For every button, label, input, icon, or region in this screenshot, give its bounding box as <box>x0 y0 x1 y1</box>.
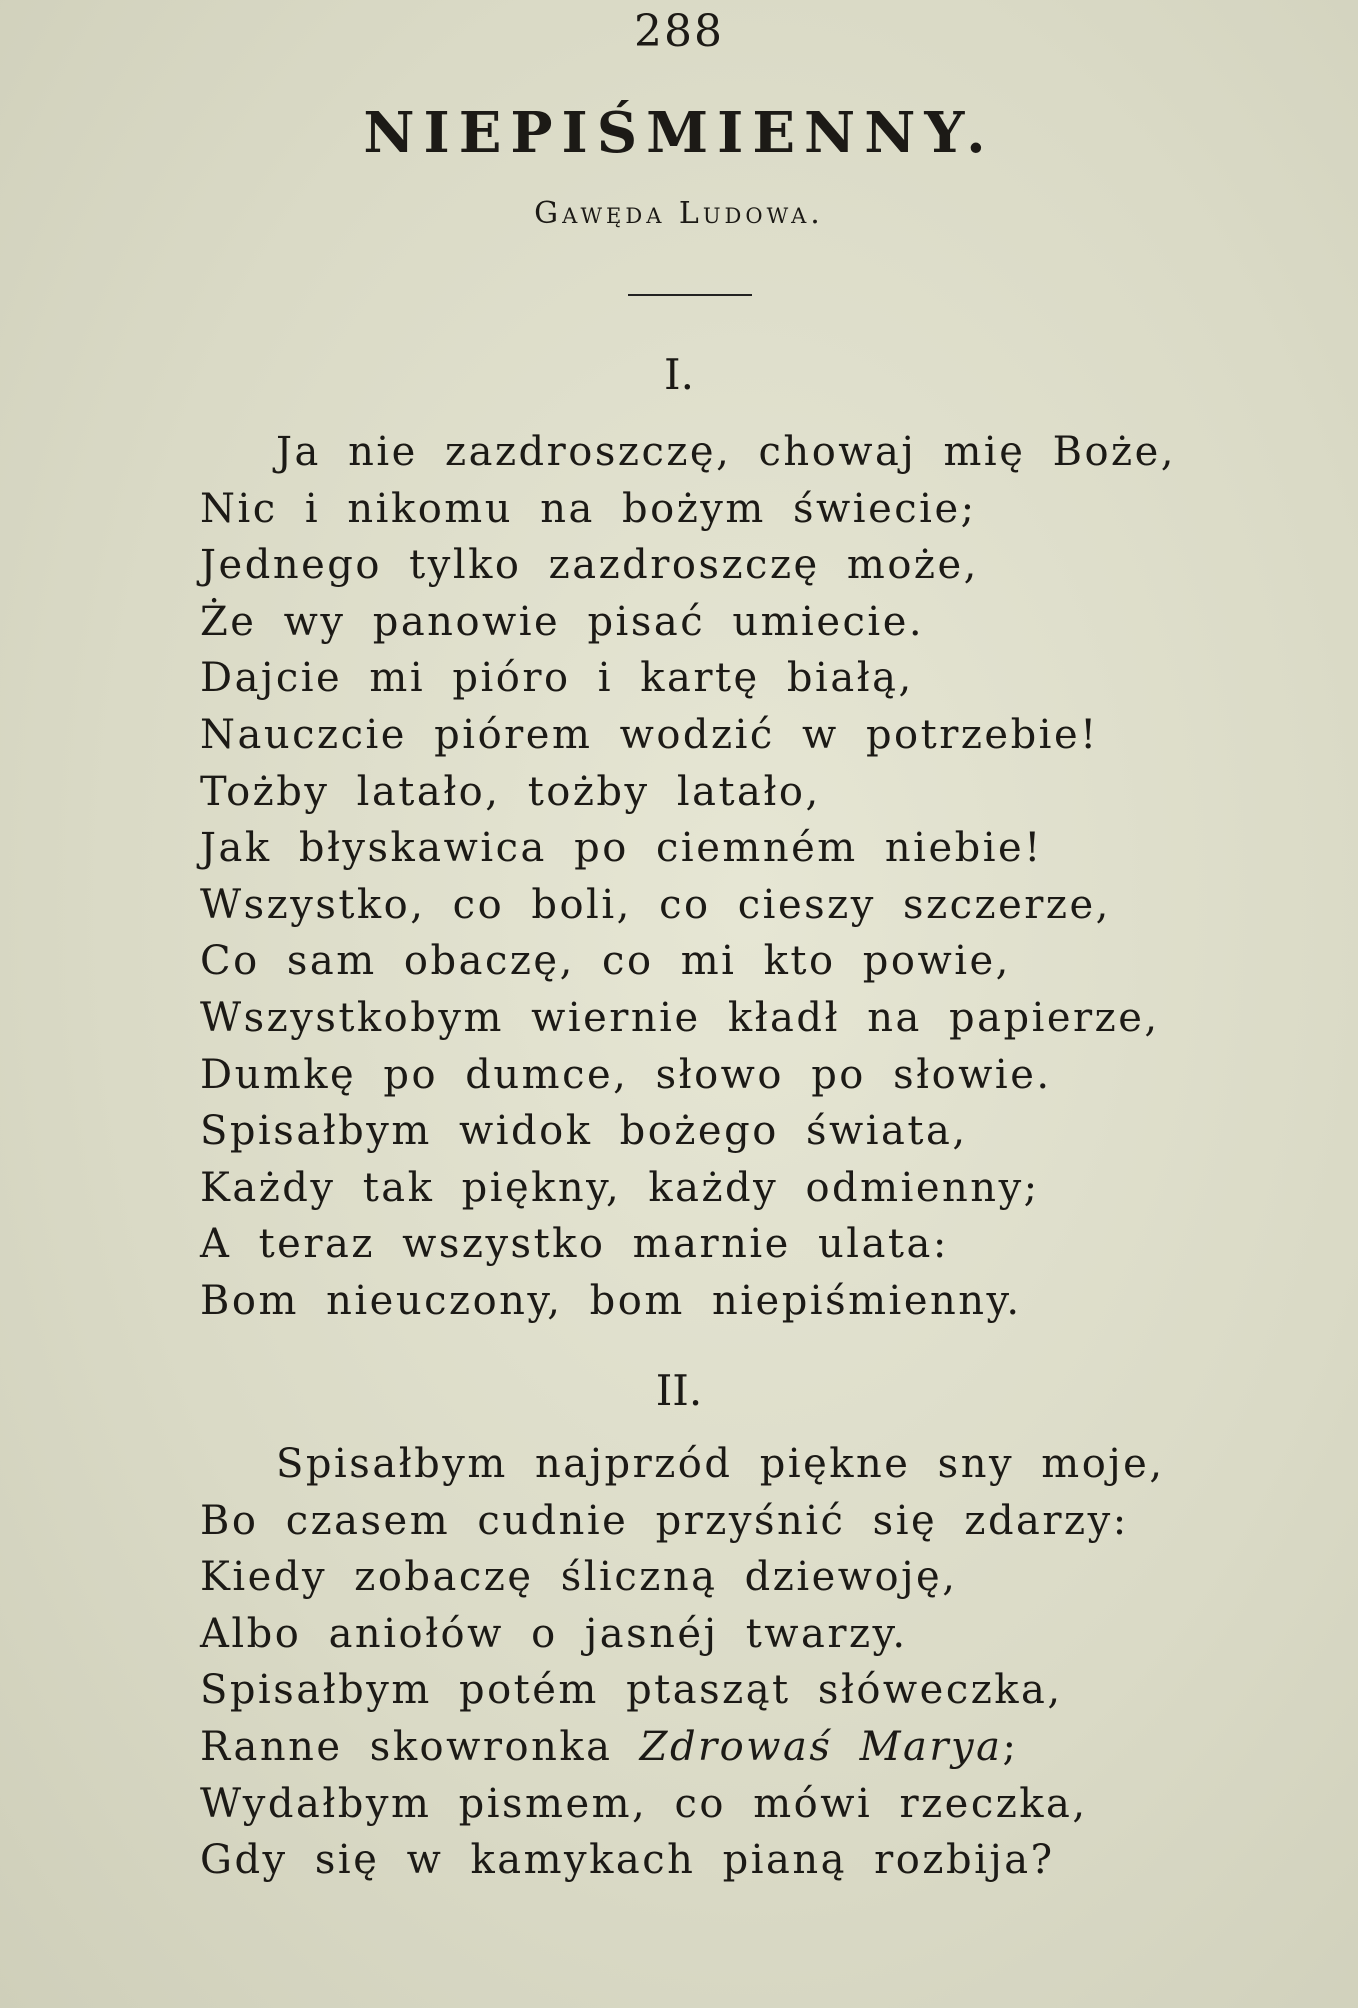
italic-phrase: Zdrowaś Marya <box>639 1723 1003 1770</box>
poem-line: Jednego tylko zazdroszczę może, <box>200 542 979 589</box>
poem-subtitle: Gawęda Ludowa. <box>534 196 824 231</box>
section-numeral-2: II. <box>655 1366 703 1415</box>
poem-line: Albo aniołów o jasnéj twarzy. <box>200 1610 908 1657</box>
poem-line: Nauczcie piórem wodzić w potrzebie! <box>200 711 1099 758</box>
poem-line: Bo czasem cudnie przyśnić się zdarzy: <box>200 1497 1129 1544</box>
poem-line: Jak błyskawica po ciemném niebie! <box>200 825 1043 872</box>
poem-line: Dumkę po dumce, słowo po słowie. <box>200 1051 1052 1098</box>
poem-line: Co sam obaczę, co mi kto powie, <box>200 938 1011 985</box>
poem-line: Spisałbym najprzód piękne sny moje, <box>276 1441 1165 1487</box>
poem-line: Kiedy zobaczę śliczną dziewoję, <box>200 1554 958 1601</box>
poem-line: Spisałbym widok bożego świata, <box>200 1108 968 1155</box>
poem-line: Że wy panowie pisać umiecie. <box>200 598 925 645</box>
poem-line: Gdy się w kamykach pianą rozbija? <box>200 1837 1055 1884</box>
poem-line: Dajcie mi pióro i kartę białą, <box>200 655 914 702</box>
poem-line: Każdy tak piękny, każdy odmienny; <box>200 1164 1040 1211</box>
poem-title: NIEPIŚMIENNY. <box>363 100 995 166</box>
title-divider <box>628 294 752 296</box>
page-number: 288 <box>634 6 724 57</box>
poem-line: Ranne skowronka Zdrowaś Marya; <box>200 1723 1019 1770</box>
poem-line: Ja nie zazdroszczę, chowaj mię Boże, <box>276 429 1177 475</box>
poem-line: Bom nieuczony, bom niepiśmienny. <box>200 1277 1022 1324</box>
poem-line: Spisałbym potém ptasząt słóweczka, <box>200 1667 1063 1714</box>
poem-line: Tożby latało, tożby latało, <box>200 768 821 815</box>
poem-line: Wszystko, co boli, co cieszy szczerze, <box>200 881 1111 928</box>
poem-line: Wszystkobym wiernie kładł na papierze, <box>200 994 1160 1041</box>
poem-line: Wydałbym pismem, co mówi rzeczka, <box>200 1780 1088 1827</box>
section-numeral-1: I. <box>664 350 694 399</box>
poem-line: Nic i nikomu na bożym świecie; <box>200 485 977 532</box>
poem-line: A teraz wszystko marnie ulata: <box>200 1221 949 1268</box>
stanza-1 <box>200 424 1300 1330</box>
stanza-2 <box>200 1436 1300 1889</box>
